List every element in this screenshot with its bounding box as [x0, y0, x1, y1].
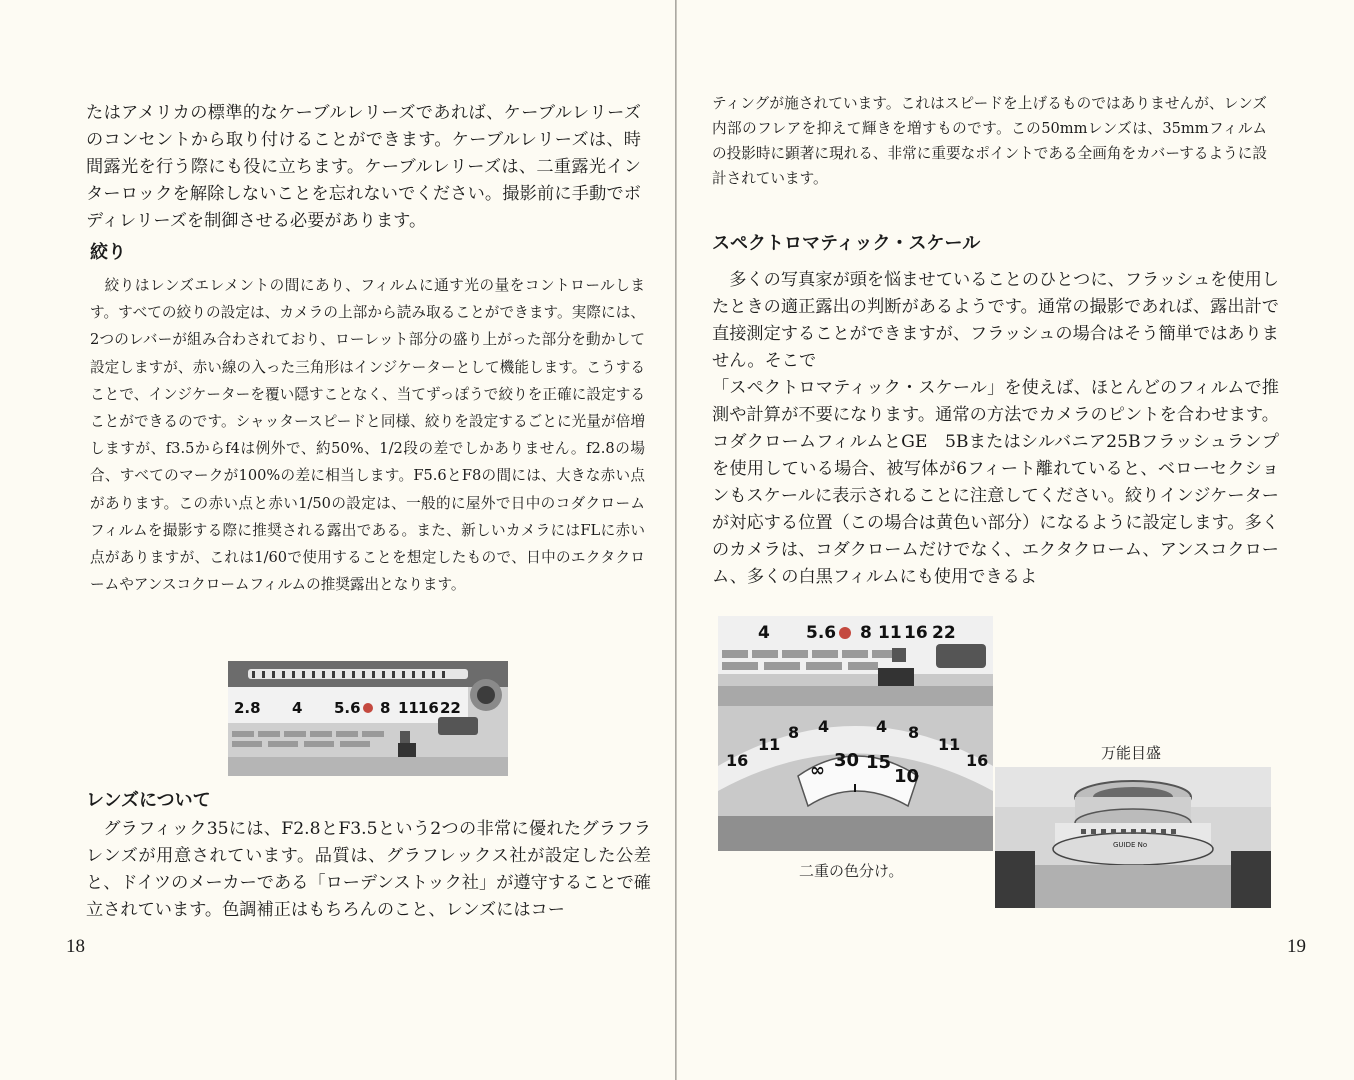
scale-label-22: 22	[440, 699, 461, 717]
scale-label-2.8: 2.8	[234, 699, 261, 717]
dial-inner-label-infinity: ∞	[810, 760, 825, 781]
dial-inner-label-15: 15	[866, 752, 892, 773]
scale-label-5.6: 5.6	[334, 699, 361, 717]
spectromatic-text-2: 「スペクトロマティック・スケール」を使えば、ほとんどのフィルムで推測や計算が不要になります。通常の方法でカメラのピントを合わせます。コダクロームフィルムとGE 5Bまたはシルバニア25Bフラッシュランプを使用している場合、被写体が6フィート離れていると、ベローセクションもスケールに表示されることに注意してください。絞りインジケーターが対応する位置（この場合は黄色い部分）になるように設定します。多くのカメラは、コダクロームだけでなく、エクタクローム、アンスコクローム、多くの白黒フィルムにも使用できるよ	[712, 378, 1279, 587]
heading-spectromatic: スペクトロマティック・スケール	[712, 233, 981, 254]
scale-label-16: 16	[418, 699, 439, 717]
spectromatic-text-1: 多くの写真家が頭を悩ませていることのひとつに、フラッシュを使用したときの適正露出の判断があるようです。通常の撮影であれば、露出計で直接測定することができますが、フラッシュの場合はそう簡単ではありません。そこで	[712, 270, 1279, 371]
left-continued-text: たはアメリカの標準的なケーブルレリーズであれば、ケーブルレリーズのコンセントから取り付けることができます。ケーブルレリーズは、時間露光を行う際にも役に立ちます。ケーブルレリーズは、二重露光インターロックを解除しないことを忘れないでください。撮影前に手動でボディレリーズを制御させる必要があります。	[86, 103, 641, 231]
dial-top-label-22: 22	[932, 623, 956, 643]
lens-paragraph	[86, 816, 651, 924]
caption-dual-color: 二重の色分け。	[799, 862, 904, 880]
dial-top-label-11: 11	[878, 623, 902, 643]
dial-top-label-8: 8	[860, 623, 872, 643]
dial-arc-label-8b: 8	[908, 723, 920, 742]
scale-label-11: 11	[398, 699, 419, 717]
dual-color-dial-photo	[718, 616, 993, 851]
right-page	[677, 0, 1354, 1080]
lens-text: グラフィック35には、F2.8とF3.5という2つの非常に優れたグラフラレンズが用意されています。品質は、グラフレックス社が設定した公差と、ドイツのメーカーである「ローデンストック社」が遵守することで確立されています。色調補正はもちろんのこと、レンズにはコー	[86, 819, 651, 920]
dial-top-label-4: 4	[758, 623, 770, 643]
dial-arc-label-11a: 11	[758, 735, 781, 754]
dial-arc-label-8a: 8	[788, 723, 800, 742]
dial-inner-label-30: 30	[834, 750, 860, 771]
aperture-text: 絞りはレンズエレメントの間にあり、フィルムに通す光の量をコントロールします。すべての絞りの設定は、カメラの上部から読み取ることができます。実際には、2つのレバーが組み合わされており、ローレット部分の盛り上がった部分を動かして設定しますが、赤い線の入った三角形はインジケーターとして機能します。こうすることで、インジケーターを覆い隠すことなく、当てずっぽうで絞りを正確に設定することができるのです。シャッタースピードと同様、絞りを設定するごとに光量が倍増しますが、f3.5からf4は例外で、約50%、1/2段の差でしかありません。f2.8の場合、すべてのマークが100%の差に相当します。F5.6とF8の間には、大きな赤い点があります。この赤い点と赤い1/50の設定は、一般的に屋外で日中のコダクロームフィルムを撮影する際に推奨される露出である。また、新しいカメラにはFLに赤い点がありますが、これは1/60で使用することを想定したもので、日中のエクタクロームやアンスコクロームフィルムの推奨露出となります。	[90, 277, 645, 594]
right-continued-text: ティングが施されています。これはスピードを上げるものではありませんが、レンズ内部のフレアを抑えて輝きを増すものです。この50mmレンズは、35mmフィルムの投影時に顕著に現れる、非常に重要なポイントである全画角をカバーするように設計されています。	[712, 95, 1267, 187]
dial-top-label-5.6: 5.6	[806, 623, 837, 643]
universal-scale-lens-photo	[995, 767, 1271, 908]
left-page	[0, 0, 675, 1080]
aperture-scale-photo	[228, 661, 508, 776]
left-continued-paragraph	[86, 100, 641, 235]
caption-universal-scale: 万能目盛	[1101, 744, 1162, 762]
dial-top-label-16: 16	[904, 623, 928, 643]
page-number-left: 18	[66, 936, 85, 957]
heading-aperture: 絞り	[90, 242, 126, 263]
spectromatic-paragraph	[712, 267, 1279, 591]
dial-arc-label-16a: 16	[726, 751, 749, 770]
scale-label-4: 4	[292, 699, 303, 717]
dial-arc-label-11b: 11	[938, 735, 961, 754]
dial-arc-label-4a: 4	[818, 717, 830, 736]
dial-arc-label-16b: 16	[966, 751, 989, 770]
page-number-right: 19	[1287, 936, 1306, 957]
lens-guide-label: GUIDE No	[1113, 841, 1148, 849]
aperture-paragraph	[90, 272, 645, 598]
red-dot-marker	[363, 703, 373, 713]
dual-color-dial-illustration	[718, 616, 993, 851]
universal-scale-lens-illustration	[995, 767, 1271, 908]
dial-inner-label-10: 10	[894, 766, 920, 787]
heading-lens: レンズについて	[86, 790, 211, 811]
right-continued-paragraph	[712, 91, 1267, 191]
aperture-scale-illustration	[228, 661, 508, 776]
dial-arc-label-4b: 4	[876, 717, 888, 736]
scale-label-8: 8	[380, 699, 391, 717]
